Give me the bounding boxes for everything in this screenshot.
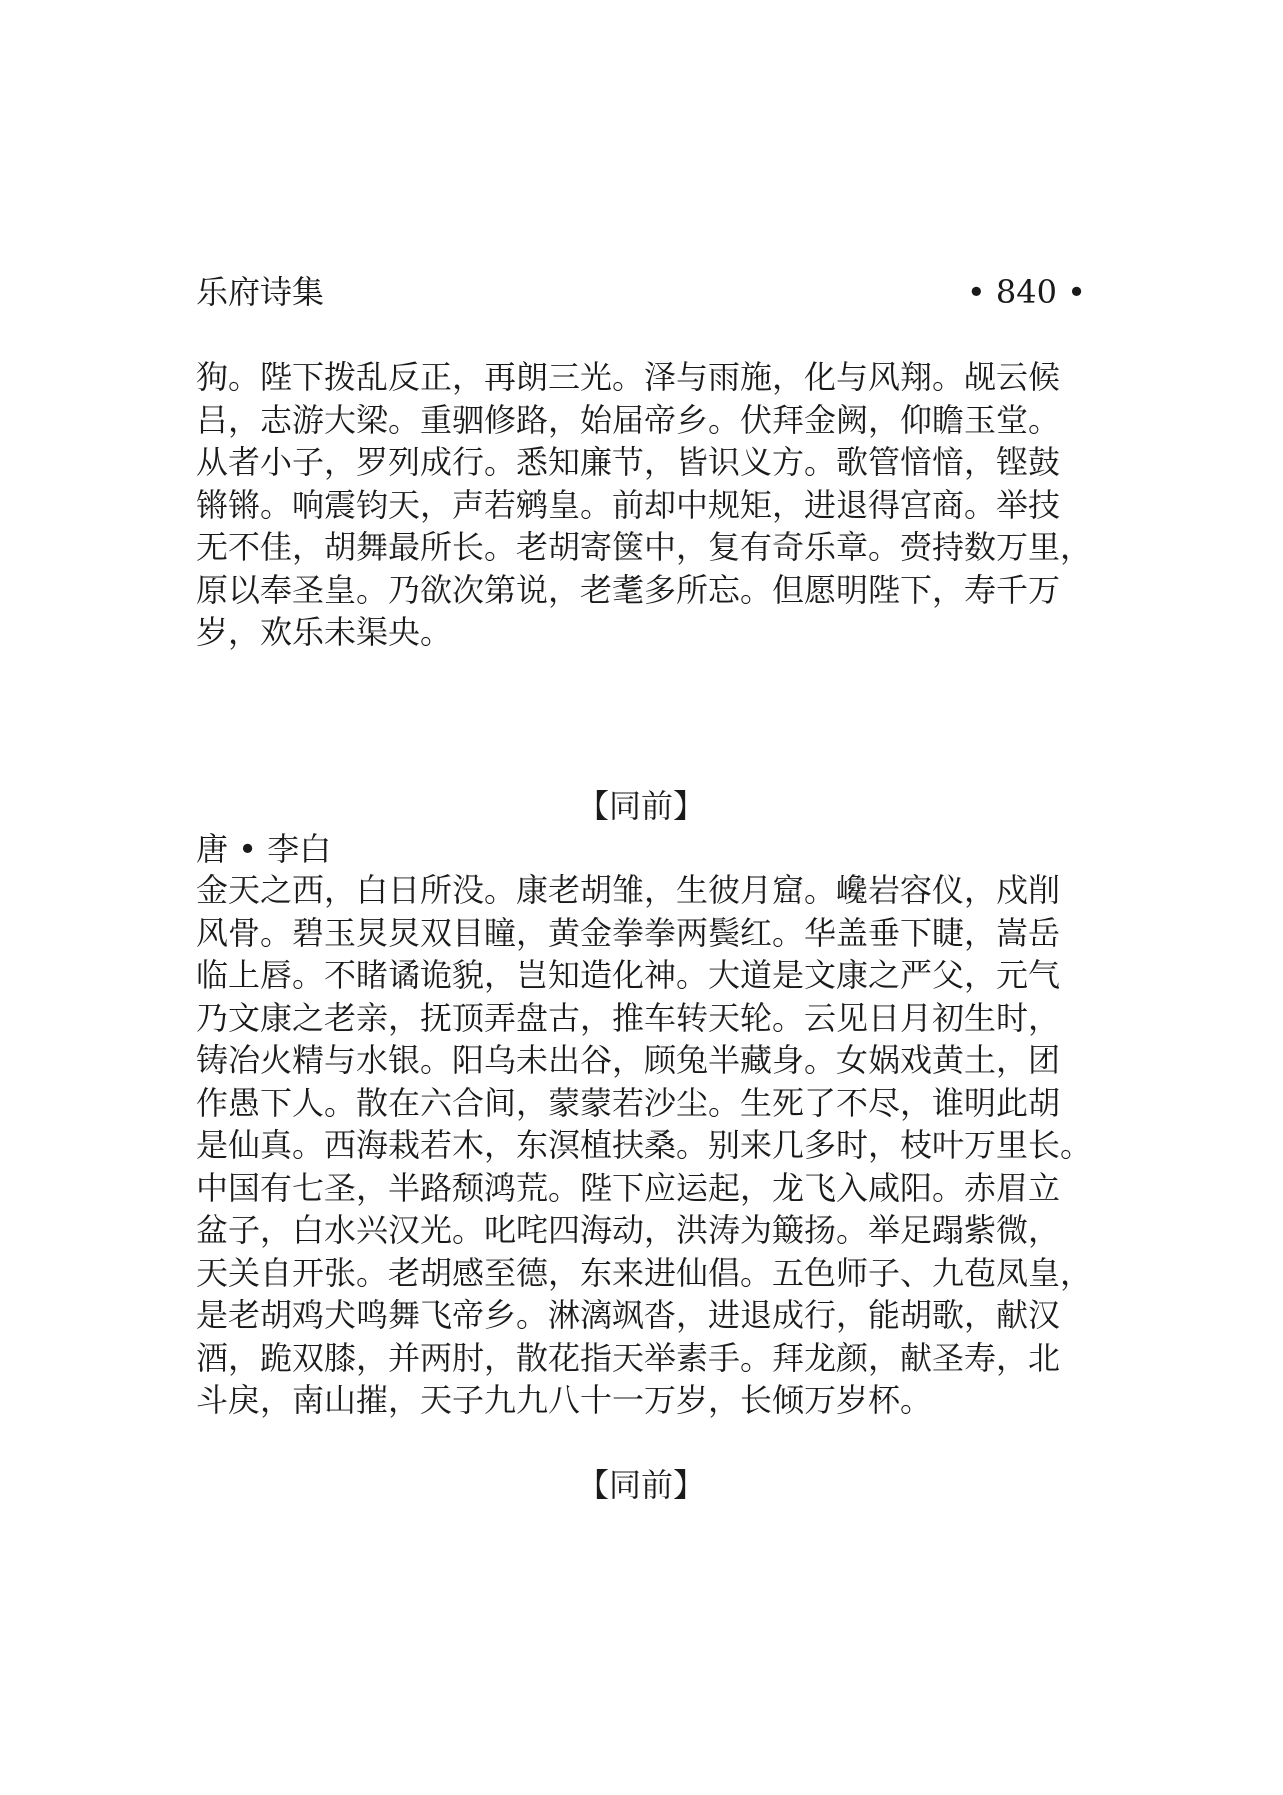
text-line: 酒，跪双膝，并两肘，散花指天举素手。拜龙颜，献圣寿，北: [196, 1338, 1061, 1377]
text-line: 锵锵。响震钧天，声若鹓皇。前却中规矩，进退得宫商。举技: [196, 485, 1061, 524]
text-line: 临上唇。不睹谲诡貌，岂知造化神。大道是文康之严父，元气: [196, 956, 1061, 994]
poem-author: 唐 • 李白: [196, 830, 332, 868]
text-line: 天关自开张。老胡感至德，东来进仙倡。五色师子、九苞凤皇，: [196, 1253, 1093, 1292]
text-line: 风骨。碧玉炅炅双目瞳，黄金拳拳两鬓红。华盖垂下睫，嵩岳: [196, 913, 1061, 952]
section-title: 【同前】: [576, 1466, 705, 1504]
text-line: 中国有七圣，半路颓鸿荒。陛下应运起，龙飞入咸阳。赤眉立: [196, 1168, 1061, 1207]
text-line: 乃文康之老亲，抚顶弄盘古，推车转天轮。云见日月初生时，: [196, 998, 1061, 1037]
text-line: 铸冶火精与水银。阳乌未出谷，顾兔半藏身。女娲戏黄土，团: [196, 1041, 1061, 1079]
text-line: 狗。陛下拨乱反正，再朗三光。泽与雨施，化与风翔。觇云候: [196, 358, 1061, 396]
text-line: 金天之西，白日所没。康老胡雏，生彼月窟。巉岩容仪，戍削: [196, 871, 1061, 909]
text-line: 斗戾，南山摧，天子九九八十一万岁，长倾万岁杯。: [196, 1381, 933, 1419]
section-title: 【同前】: [576, 787, 705, 825]
text-line: 原以奉圣皇。乃欲次第说，老耄多所忘。但愿明陛下，寿千万: [196, 570, 1061, 609]
book-title: 乐府诗集: [196, 273, 325, 311]
text-line: 岁，欢乐未渠央。: [196, 613, 453, 651]
poem-previous-text: [196, 356, 1096, 654]
text-line: 无不佳，胡舞最所长。老胡寄箧中，复有奇乐章。赍持数万里，: [196, 528, 1093, 566]
text-line: 作愚下人。散在六合间，蒙蒙若沙尘。生死了不尽，谁明此胡: [196, 1083, 1061, 1122]
text-line: 从者小子，罗列成行。悉知廉节，皆识义方。歌管愔愔，铿鼓: [196, 443, 1061, 481]
poem-text: [196, 869, 1096, 1422]
page-number: • 840 •: [966, 273, 1086, 311]
page-header: [196, 268, 1086, 316]
text-line: 盆子，白水兴汉光。叱咤四海动，洪涛为簸扬。举足蹋紫微，: [196, 1211, 1061, 1249]
text-line: 是老胡鸡犬鸣舞飞帝乡。淋漓飒沓，进退成行，能胡歌，献汉: [196, 1296, 1061, 1334]
text-line: 吕，志游大梁。重驷修路，始届帝乡。伏拜金阙，仰瞻玉堂。: [196, 400, 1061, 439]
text-line: 是仙真。西海栽若木，东溟植扶桑。别来几多时，枝叶万里长。: [196, 1126, 1093, 1164]
